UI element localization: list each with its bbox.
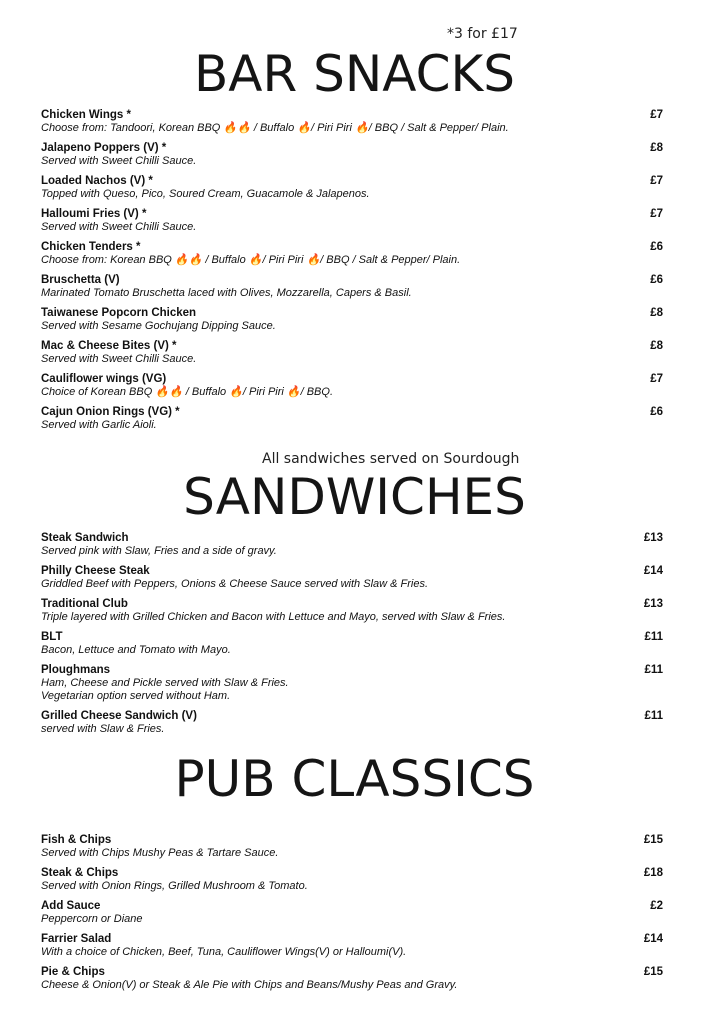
item-name: Ploughmans [41,664,111,676]
menu-item-popcorn-chicken [41,307,664,340]
menu-item-jalapeno-poppers [41,142,664,175]
item-description: Choose from: Tandoori, Korean BBQ 🔥🔥 / Buffalo 🔥/ Piri Piri 🔥/ BBQ / Salt & Pepper/ Plain. [41,122,509,134]
menu-item-halloumi-fries [41,208,664,241]
item-name: Jalapeno Poppers (V) * [41,142,167,154]
item-price: £2 [650,900,663,912]
menu-item-blt [41,631,664,664]
item-price: £6 [650,406,663,418]
item-description: Griddled Beef with Peppers, Onions & Cheese Sauce served with Slaw & Fries. [41,578,429,590]
sandwiches-list [41,532,664,743]
menu-item-steak-sandwich [41,532,664,565]
menu-item-ploughmans [41,664,664,710]
menu-item-mac-cheese-bites [41,340,664,373]
menu-item-pie-chips [41,966,664,999]
menu-item-philly-cheese-steak [41,565,664,598]
item-name: Taiwanese Popcorn Chicken [41,307,197,319]
item-description: Peppercorn or Diane [41,913,143,925]
item-description: Topped with Queso, Pico, Soured Cream, Guacamole & Jalapenos. [41,188,370,200]
bar-snacks-list [41,109,664,439]
item-price: £15 [643,834,663,846]
item-name: Fish & Chips [41,834,112,846]
item-name: Cajun Onion Rings (VG) * [41,406,180,418]
menu-item-fish-chips [41,834,664,867]
item-description: Served with Garlic Aioli. [41,419,157,431]
offer-note: *3 for £17 [447,26,518,42]
item-description: Bacon, Lettuce and Tomato with Mayo. [41,644,231,656]
item-price: £14 [643,933,663,945]
pub-classics-title: PUB CLASSICS [174,750,535,808]
item-price: £7 [650,373,663,385]
sandwiches-title: SANDWICHES [183,468,526,526]
item-name: BLT [41,631,63,643]
item-description: Served with Chips Mushy Peas & Tartare Sauce. [41,847,279,859]
item-description: Served with Sweet Chilli Sauce. [41,221,197,233]
item-price: £11 [644,710,663,722]
item-description: Triple layered with Grilled Chicken and Bacon with Lettuce and Mayo, served with Slaw & Fries. [41,611,506,623]
menu-item-loaded-nachos [41,175,664,208]
item-description: With a choice of Chicken, Beef, Tuna, Cauliflower Wings(V) or Halloumi(V). [41,946,407,958]
menu-item-farrier-salad [41,933,664,966]
item-name: Cauliflower wings (VG) [41,373,167,385]
item-name: Bruschetta (V) [41,274,120,286]
item-name: Steak Sandwich [41,532,129,544]
item-description: Served with Sweet Chilli Sauce. [41,155,197,167]
menu-item-bruschetta [41,274,664,307]
item-name: Grilled Cheese Sandwich (V) [41,710,197,722]
item-name: Traditional Club [41,598,128,610]
item-price: £8 [650,307,663,319]
item-name: Halloumi Fries (V) * [41,208,147,220]
item-price: £13 [643,532,663,544]
bar-snacks-title: BAR SNACKS [193,45,516,103]
menu-item-chicken-wings [41,109,664,142]
item-name: Steak & Chips [41,867,119,879]
item-description: Ham, Cheese and Pickle served with Slaw & Fries. Vegetarian option served without Ham. [41,677,289,702]
item-price: £11 [644,631,663,643]
menu-item-cauliflower-wings [41,373,664,406]
item-description: Cheese & Onion(V) or Steak & Ale Pie with Chips and Beans/Mushy Peas and Gravy. [41,979,458,991]
menu-item-grilled-cheese [41,710,664,743]
item-price: £18 [643,867,663,879]
item-price: £13 [643,598,663,610]
item-name: Pie & Chips [41,966,105,978]
item-description: Served with Sweet Chilli Sauce. [41,353,197,365]
sandwiches-note: All sandwiches served on Sourdough [262,451,520,467]
item-description: Served with Sesame Gochujang Dipping Sauce. [41,320,276,332]
item-price: £8 [650,340,663,352]
item-name: Chicken Wings * [41,109,131,121]
item-price: £7 [650,175,663,187]
item-price: £7 [650,208,663,220]
menu-item-chicken-tenders [41,241,664,274]
item-name: Mac & Cheese Bites (V) * [41,340,177,352]
menu-item-add-sauce [41,900,664,933]
item-name: Philly Cheese Steak [41,565,150,577]
item-description: Choice of Korean BBQ 🔥🔥 / Buffalo 🔥/ Piri Piri 🔥/ BBQ. [41,386,333,398]
pub-classics-list [41,834,664,999]
item-name: Farrier Salad [41,933,112,945]
item-price: £11 [644,664,663,676]
item-name: Loaded Nachos (V) * [41,175,153,187]
menu-item-cajun-onion-rings [41,406,664,439]
menu-item-traditional-club [41,598,664,631]
item-price: £15 [643,966,663,978]
item-description: Choose from: Korean BBQ 🔥🔥 / Buffalo 🔥/ Piri Piri 🔥/ BBQ / Salt & Pepper/ Plain. [41,254,461,266]
item-description: Served pink with Slaw, Fries and a side of gravy. [41,545,277,557]
menu-item-steak-chips [41,867,664,900]
item-price: £6 [650,241,663,253]
item-price: £7 [650,109,663,121]
item-price: £8 [650,142,663,154]
item-description: Marinated Tomato Bruschetta laced with Olives, Mozzarella, Capers & Basil. [41,287,412,299]
item-name: Add Sauce [41,900,101,912]
item-name: Chicken Tenders * [41,241,141,253]
item-description: served with Slaw & Fries. [41,723,165,735]
item-description: Served with Onion Rings, Grilled Mushroom & Tomato. [41,880,308,892]
item-price: £6 [650,274,663,286]
item-price: £14 [643,565,663,577]
